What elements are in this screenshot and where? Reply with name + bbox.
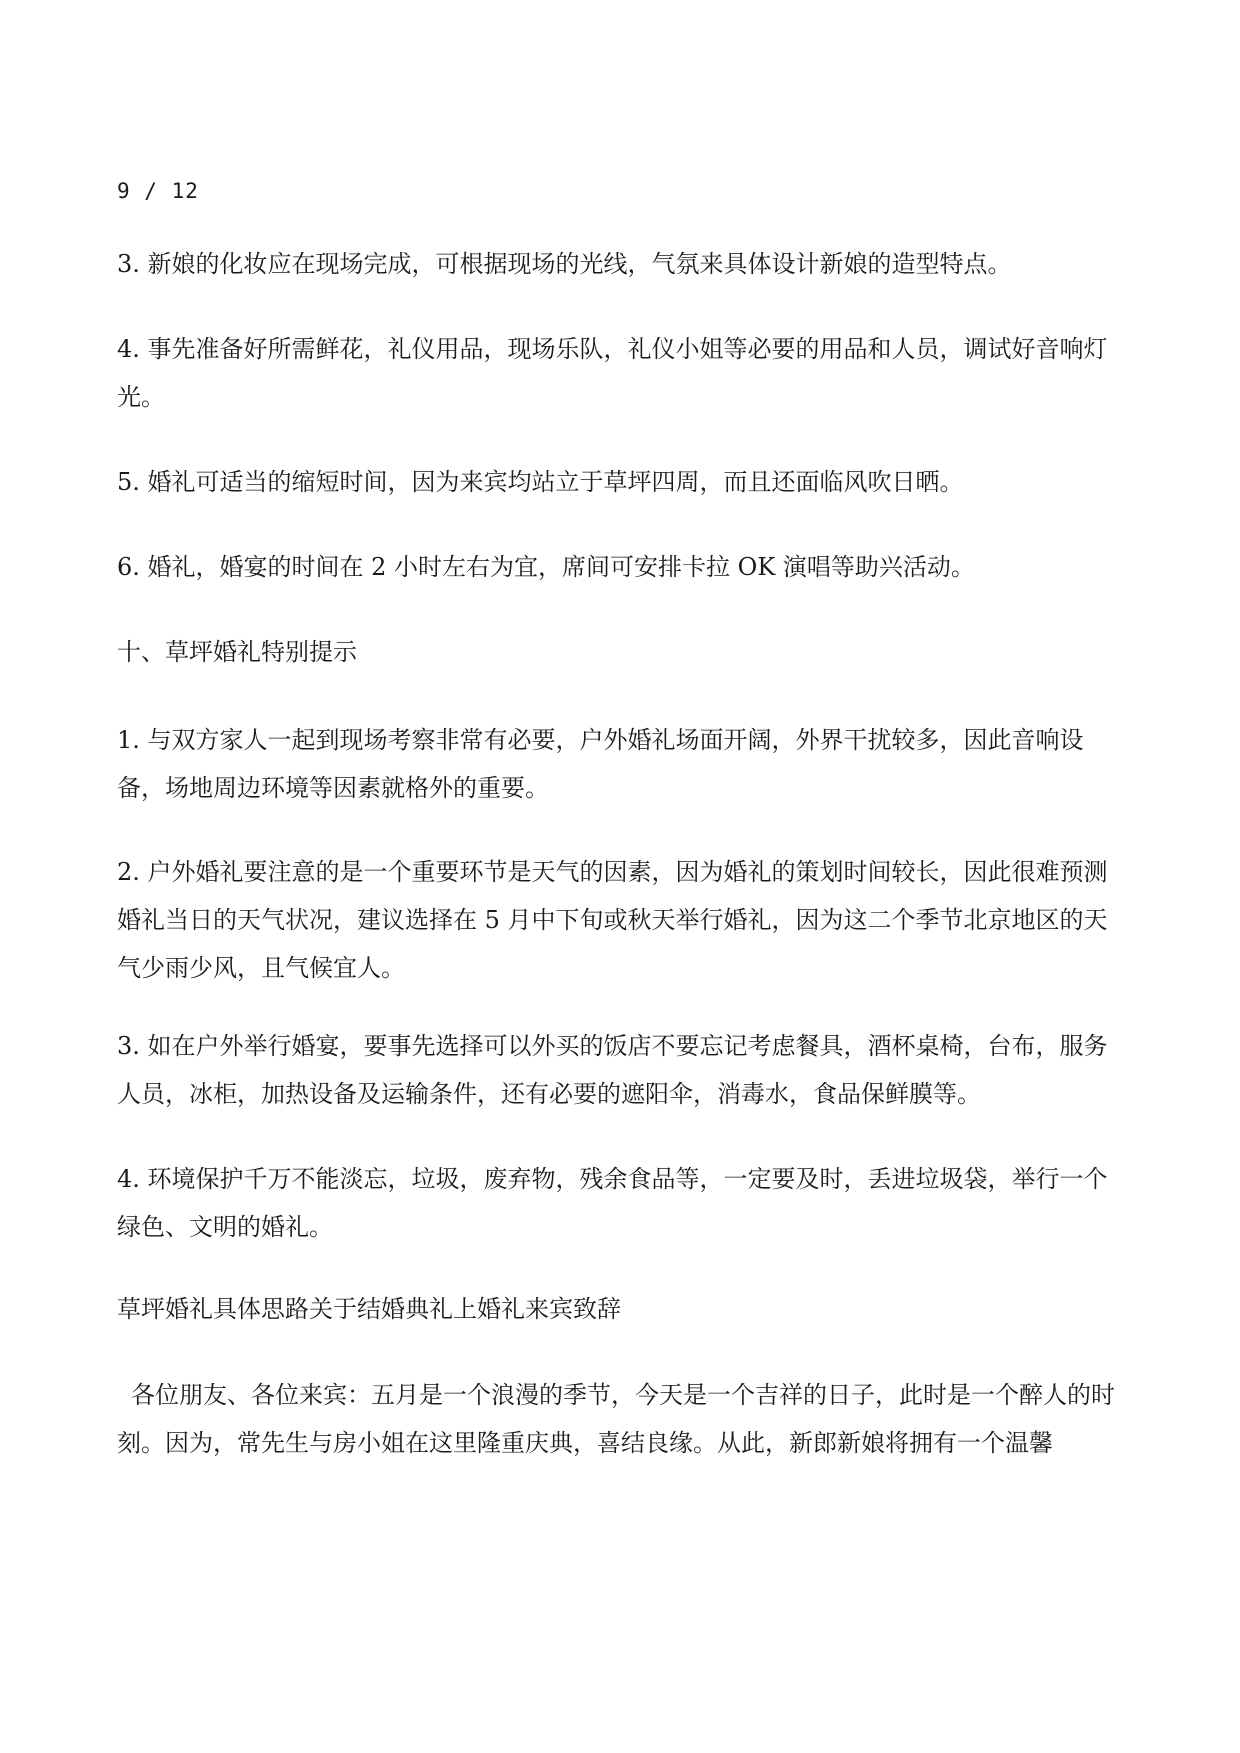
paragraph-item-6-banquet-time: 6. 婚礼，婚宴的时间在 2 小时左右为宜，席间可安排卡拉 OK 演唱等助兴活动。 (117, 553, 975, 581)
tip-item-2-weather: 2. 户外婚礼要注意的是一个重要环节是天气的因素，因为婚礼的策划时间较长，因此很难预测婚礼当日的天气状况，建议选择在 5 月中下旬或秋天举行婚礼，因为这二个季节北京地区的天气少雨少风，且气候宜人。 (117, 858, 1108, 982)
page-number: 9 / 12 (117, 179, 199, 203)
tip-item-4-environment: 4. 环境保护千万不能淡忘，垃圾，废弃物，残余食品等，一定要及时，丢进垃圾袋，举行一个绿色、文明的婚礼。 (117, 1165, 1108, 1241)
speech-paragraph: 各位朋友、各位来宾：五月是一个浪漫的季节，今天是一个吉祥的日子，此时是一个醉人的时刻。因为，常先生与房小姐在这里隆重庆典，喜结良缘。从此，新郎新娘将拥有一个温馨 (117, 1381, 1115, 1457)
paragraph-item-5-duration: 5. 婚礼可适当的缩短时间，因为来宾均站立于草坪四周，而且还面临风吹日晒。 (117, 468, 964, 496)
tip-item-1-site-visit: 1. 与双方家人一起到现场考察非常有必要，户外婚礼场面开阔，外界干扰较多，因此音响设备，场地周边环境等因素就格外的重要。 (117, 726, 1084, 802)
paragraph-item-3-makeup: 3. 新娘的化妆应在现场完成，可根据现场的光线，气氛来具体设计新娘的造型特点。 (117, 250, 1012, 278)
section-heading-lawn-wedding-tips: 十、草坪婚礼特别提示 (117, 638, 357, 666)
tip-item-3-outdoor-banquet: 3. 如在户外举行婚宴，要事先选择可以外买的饭店不要忘记考虑餐具，酒杯桌椅，台布，服务人员，冰柜，加热设备及运输条件，还有必要的遮阳伞，消毒水，食品保鲜膜等。 (117, 1032, 1108, 1108)
paragraph-item-4-preparation: 4. 事先准备好所需鲜花，礼仪用品，现场乐队，礼仪小姐等必要的用品和人员，调试好音响灯光。 (117, 335, 1108, 411)
section-heading-guest-speech: 草坪婚礼具体思路关于结婚典礼上婚礼来宾致辞 (117, 1295, 621, 1323)
